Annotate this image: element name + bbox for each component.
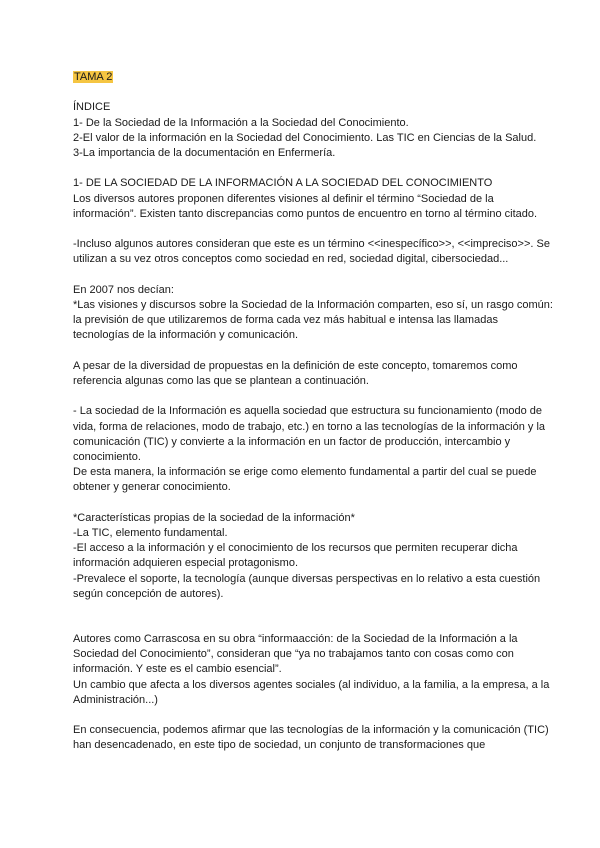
section-heading: 1- DE LA SOCIEDAD DE LA INFORMACIÓN A LA SOCIEDAD DEL CONOCIMIENTO <box>73 177 493 190</box>
paragraph-intro: En 2007 nos decían: <box>73 283 174 296</box>
index-item-3: 3-La importancia de la documentación en Enfermería. <box>73 147 336 159</box>
paragraph: -Incluso algunos autores consideran que este es un término <<inespecífico>>, <<impreciso>>. Se utilizan a su vez otros conceptos como sociedad en red, sociedad digital, cibersociedad... <box>73 238 550 266</box>
index-title: ÍNDICE <box>73 101 111 114</box>
quote-paragraph: *Las visiones y discursos sobre la Sociedad de la Información comparten, eso sí, un rasgo común: la previsión de que utilizaremos de forma cada vez más habitual e intensa las llamadas tecnologías de la información y comunicación. <box>73 298 553 342</box>
paragraph: - La sociedad de la Información es aquella sociedad que estructura su funcionamiento (modo de vida, forma de relaciones, modo de trabajo, etc.) en torno a las tecnologías de la información y la comunicación (TIC) y convierte a la información en un factor de producción, intercambio y conocimiento. <box>73 405 546 463</box>
paragraph: Un cambio que afecta a los diversos agentes sociales (al individuo, a la familia, a la empresa, a la Administración...) <box>73 678 550 706</box>
document-body <box>73 70 553 754</box>
paragraph: De esta manera, la información se erige como elemento fundamental a partir del cual se puede obtener y generar conocimiento. <box>73 466 537 494</box>
index-item-1: 1- De la Sociedad de la Información a la Sociedad del Conocimiento. <box>73 116 409 129</box>
paragraph: A pesar de la diversidad de propuestas en la definición de este concepto, tomaremos como referencia algunas como las que se plantean a continuación. <box>73 359 518 387</box>
paragraph: En consecuencia, podemos afirmar que las tecnologías de la información y la comunicación (TIC) han desencadenado, en este tipo de sociedad, un conjunto de transformaciones que <box>73 724 549 752</box>
characteristic-item: -El acceso a la información y el conocimiento de los recursos que permiten recuperar dicha información adquieren especial protagonismo. <box>73 542 518 570</box>
characteristics-title: *Características propias de la sociedad de la información* <box>73 511 355 524</box>
characteristic-item: -La TIC, elemento fundamental. <box>73 526 228 539</box>
paragraph: Los diversos autores proponen diferentes visiones al definir el término “Sociedad de la información”. Existen tanto discrepancias como puntos de encuentro en torno al término citado. <box>73 192 538 220</box>
index-item-2: 2-El valor de la información en la Sociedad del Conocimiento. Las TIC en Ciencias de la Salud. <box>73 131 537 144</box>
highlighted-tag: TAMA 2 <box>74 71 113 83</box>
topic-tag <box>73 70 553 85</box>
characteristic-item: -Prevalece el soporte, la tecnología (aunque diversas perspectivas en lo relativo a esta cuestión según concepción de autores). <box>73 572 541 600</box>
paragraph: Autores como Carrascosa en su obra “informaacción: de la Sociedad de la Información a la Sociedad del Conocimiento”, consideran que “ya no trabajamos tanto con cosas como con información. Y este es el cambio esencial”. <box>73 633 518 676</box>
